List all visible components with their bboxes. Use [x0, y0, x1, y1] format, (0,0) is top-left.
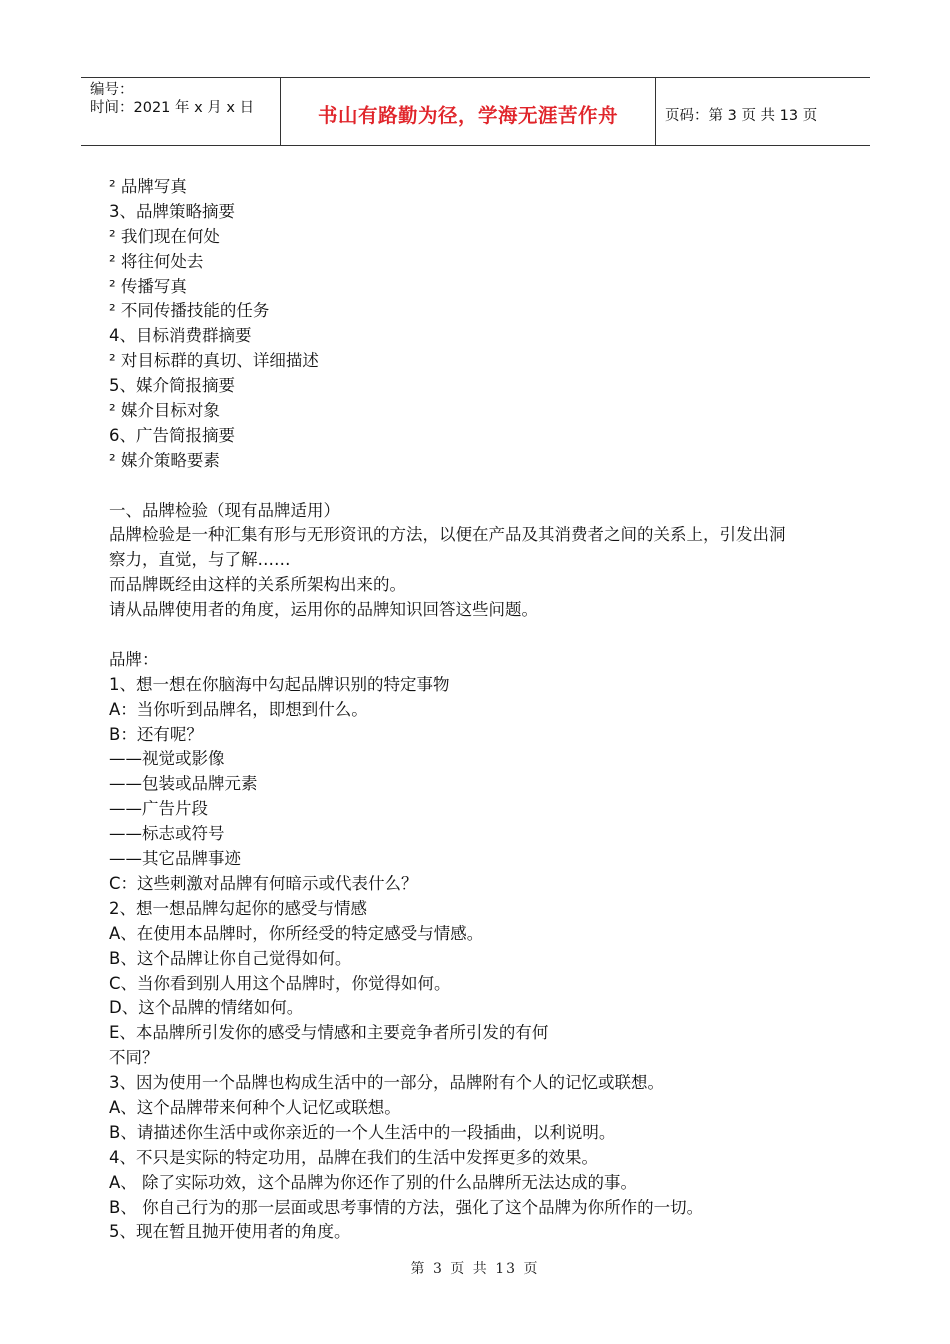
- header-motto-cell: [281, 78, 656, 145]
- text-line: ² 品牌写真: [109, 177, 187, 196]
- header-info-cell: [81, 78, 281, 145]
- blank-line: [109, 623, 849, 648]
- text-line: A、在使用本品牌时，你所经受的特定感受与情感。: [109, 923, 484, 943]
- text-line: 而品牌既经由这样的关系所架构出来的。: [109, 575, 406, 595]
- text-line: 一、品牌检验（现有品牌适用）: [109, 500, 340, 520]
- text-line: ² 媒介目标对象: [109, 401, 220, 421]
- text-line: 请从品牌使用者的角度，运用你的品牌知识回答这些问题。: [109, 600, 538, 620]
- text-line: 品牌检验是一种汇集有形与无形资讯的方法，以便在产品及其消费者之间的关系上，引发出洞: [109, 525, 786, 545]
- text-line: 2、想一想品牌勾起你的感受与情感: [109, 898, 367, 918]
- text-line: C：这些刺激对品牌有何暗示或代表什么？: [109, 873, 418, 893]
- text-line: B：还有呢？: [109, 724, 203, 744]
- text-line: 5、现在暂且抛开使用者的角度。: [109, 1222, 351, 1242]
- text-line: ² 媒介策略要素: [109, 450, 220, 470]
- text-line: ² 传播写真: [109, 276, 187, 296]
- text-line: A：当你听到品牌名，即想到什么。: [109, 699, 368, 719]
- page-footer: [0, 1258, 950, 1278]
- blank-line: [109, 474, 849, 499]
- text-line: A、 除了实际功效，这个品牌为你还作了别的什么品牌所无法达成的事。: [109, 1172, 638, 1192]
- text-line: ——其它品牌事迹: [109, 849, 241, 869]
- text-line: 不同？: [109, 1048, 159, 1068]
- text-line: ——广告片段: [109, 799, 208, 819]
- document-number-label: 编号：: [90, 82, 134, 98]
- text-line: D、这个品牌的情绪如何。: [109, 998, 304, 1018]
- text-line: 察力，直觉，与了解……: [109, 550, 291, 570]
- header-page-code: 页码：第 3 页 共 13 页: [665, 108, 818, 124]
- text-line: 品牌：: [109, 649, 159, 669]
- text-line: 3、因为使用一个品牌也构成生活中的一部分，品牌附有个人的记忆或联想。: [109, 1073, 664, 1093]
- text-line: B、 你自己行为的那一层面或思考事情的方法，强化了这个品牌为你所作的一切。: [109, 1197, 704, 1217]
- text-line: ² 不同传播技能的任务: [109, 301, 270, 321]
- header-page-cell: [656, 78, 870, 145]
- text-line: ——视觉或影像: [109, 749, 225, 769]
- text-line: 5、媒介简报摘要: [109, 376, 235, 396]
- document-body: [109, 175, 849, 1245]
- header-motto: 书山有路勤为径，学海无涯苦作舟: [317, 104, 618, 127]
- text-line: E、本品牌所引发你的感受与情感和主要竞争者所引发的有何: [109, 1023, 549, 1043]
- text-line: 6、广告简报摘要: [109, 425, 235, 445]
- page-header: [81, 77, 870, 146]
- text-line: 1、想一想在你脑海中勾起品牌识别的特定事物: [109, 674, 450, 694]
- text-line: 3、品牌策略摘要: [109, 201, 235, 221]
- text-line: ² 对目标群的真切、详细描述: [109, 351, 319, 371]
- text-line: 4、不只是实际的特定功用，品牌在我们的生活中发挥更多的效果。: [109, 1147, 598, 1167]
- text-line: ² 将往何处去: [109, 251, 204, 271]
- text-line: B、这个品牌让你自己觉得如何。: [109, 948, 352, 968]
- text-line: ——包装或品牌元素: [109, 774, 258, 794]
- text-line: 4、目标消费群摘要: [109, 326, 252, 346]
- footer-page-number: 第 3 页 共 13 页: [410, 1261, 540, 1277]
- text-line: ——标志或符号: [109, 824, 225, 844]
- text-line: C、当你看到别人用这个品牌时，你觉得如何。: [109, 973, 451, 993]
- text-line: A、这个品牌带来何种个人记忆或联想。: [109, 1097, 401, 1117]
- text-line: ² 我们现在何处: [109, 226, 220, 246]
- text-line: B、请描述你生活中或你亲近的一个人生活中的一段插曲，以利说明。: [109, 1122, 616, 1142]
- document-date: 时间：2021 年 x 月 x 日: [90, 100, 255, 116]
